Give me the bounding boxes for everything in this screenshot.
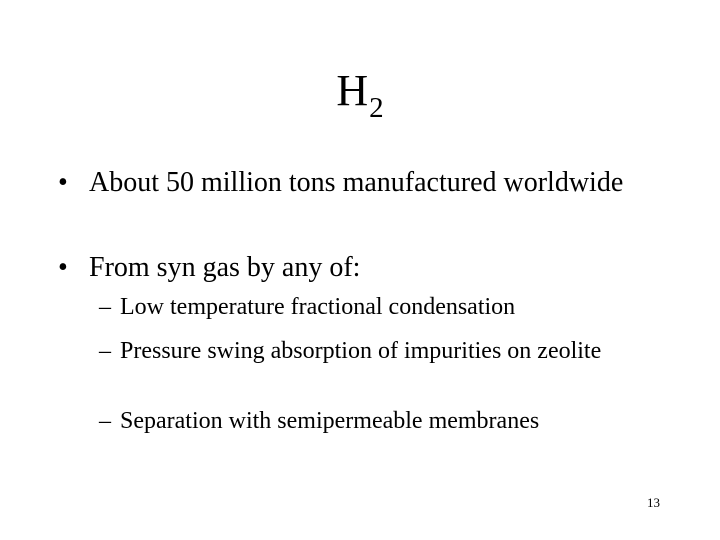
bullet-marker: • [58, 167, 68, 198]
title-subscript: 2 [369, 92, 384, 124]
subbullet-text: Separation with semipermeable membranes [120, 408, 540, 434]
subbullet-marker: – [99, 338, 111, 364]
subbullet-text: Pressure swing absorption of impurities on zeolite [120, 338, 602, 364]
slide-title [0, 66, 720, 124]
bullet-marker: • [58, 252, 68, 283]
bullet-item [58, 251, 658, 284]
bullet-text: From syn gas by any of: [89, 252, 361, 283]
subbullet-item [99, 337, 639, 365]
subbullet-marker: – [99, 294, 111, 320]
bullet-item [58, 166, 658, 199]
subbullet-text: Low temperature fractional condensation [120, 294, 516, 320]
subbullet-item [99, 407, 639, 435]
page-number: 13 [647, 495, 660, 510]
title-main: H [336, 66, 369, 115]
subbullet-item [99, 293, 639, 321]
bullet-text: About 50 million tons manufactured worldwide [89, 167, 624, 198]
subbullet-marker: – [99, 408, 111, 434]
